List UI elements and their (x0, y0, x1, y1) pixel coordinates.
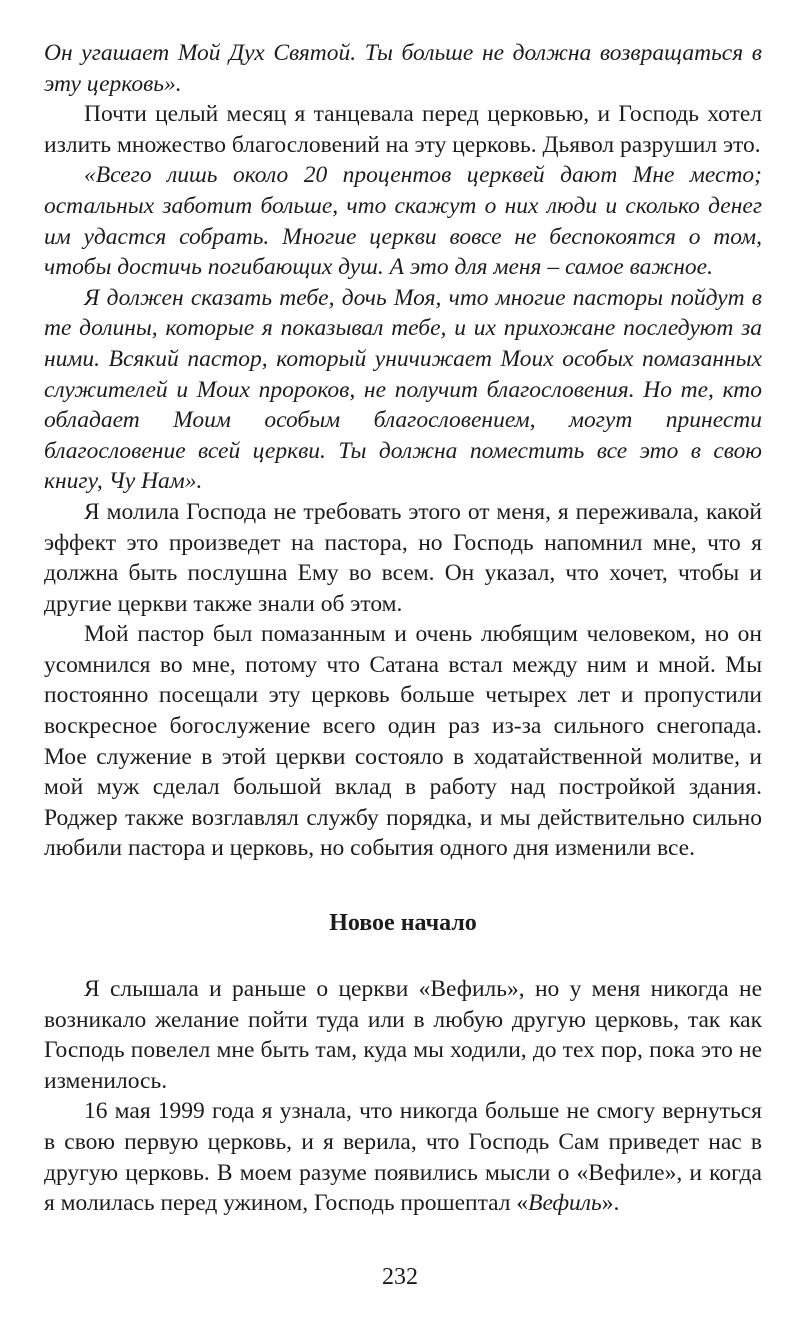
paragraph-text: «Всего лишь около 20 процентов церквей дают Мне место; остальных заботит больше, что скажут о них люди и сколько денег им удастся собрать. Многие церкви вовсе не беспокоятся о том, чтобы достичь погибающих душ. А это для меня – самое важное. (44, 162, 762, 281)
text-block-part1 (44, 38, 762, 864)
section-spacer (44, 864, 762, 908)
paragraph (44, 160, 762, 282)
paragraph-text: Я слышала и раньше о церкви «Вефиль», но у меня никогда не возникало желание пойти туда или в любую другую церковь, так как Господь повелел мне быть там, куда мы ходили, до тех пор, пока это не изменилось. (44, 976, 762, 1094)
paragraph-text: Почти целый месяц я танцевала перед церковью, и Господь хотел излить множество благословений на эту церковь. Дьявол разрушил это. (44, 101, 762, 158)
book-page (44, 38, 762, 1219)
paragraph-text: Он угашает Мой Дух Святой. Ты больше не должна возвращаться в эту церковь». (44, 40, 762, 97)
paragraph (44, 99, 762, 160)
section-spacer (44, 938, 762, 974)
emphasized-word: Вефиль (528, 1190, 602, 1217)
text-block-part2 (44, 974, 762, 1219)
paragraph (44, 497, 762, 619)
paragraph-text: 16 мая 1999 года я узнала, что никогда больше не смогу вернуться в свою первую церковь, и я верила, что Господь Сам приведет нас в другую церковь. В моем разуме появились мысли о «Вефиле», и когда я молилась перед ужином, Господь прошептал « (44, 1098, 762, 1217)
page-number: 232 (382, 1264, 418, 1290)
paragraph-text: Мой пастор был помазанным и очень любящим человеком, но он усомнился во мне, потому что Сатана встал между ним и мной. Мы постоянно посещали эту церковь больше четырех лет и пропустили воскресное богослужение всего один раз из-за сильного снегопада. Мое служение в этой церкви состояло в ходатайственной молитве, и мой муж сделал большой вклад в работу над постройкой здания. Роджер также возглавлял службу порядка, и мы действительно сильно любили пастора и церковь, но события одного дня изменили все. (44, 621, 762, 862)
paragraph-text: Я молила Господа не требовать этого от меня, я переживала, какой эффект это произведет на пастора, но Господь напомнил мне, что я должна быть послушна Ему во всем. Он указал, что хочет, чтобы и другие церкви также знали об этом. (44, 498, 762, 617)
paragraph (44, 38, 762, 99)
paragraph (44, 283, 762, 497)
paragraph (44, 619, 762, 864)
paragraph-text: Я должен сказать тебе, дочь Моя, что многие пасторы пойдут в те долины, которые я показывал тебе, и их прихожане последуют за ними. Всякий пастор, который уничижает Моих особых помазанных служителей и Моих пророков, не получит благословения. Но те, кто обладает Моим особым благословением, могут принести благословение всей церкви. Ты должна поместить все это в свою книгу, Чу Нам». (44, 284, 762, 495)
paragraph (44, 1096, 762, 1218)
paragraph-text-tail: ». (601, 1190, 620, 1217)
section-title: Новое начало (329, 910, 477, 937)
paragraph (44, 974, 762, 1096)
